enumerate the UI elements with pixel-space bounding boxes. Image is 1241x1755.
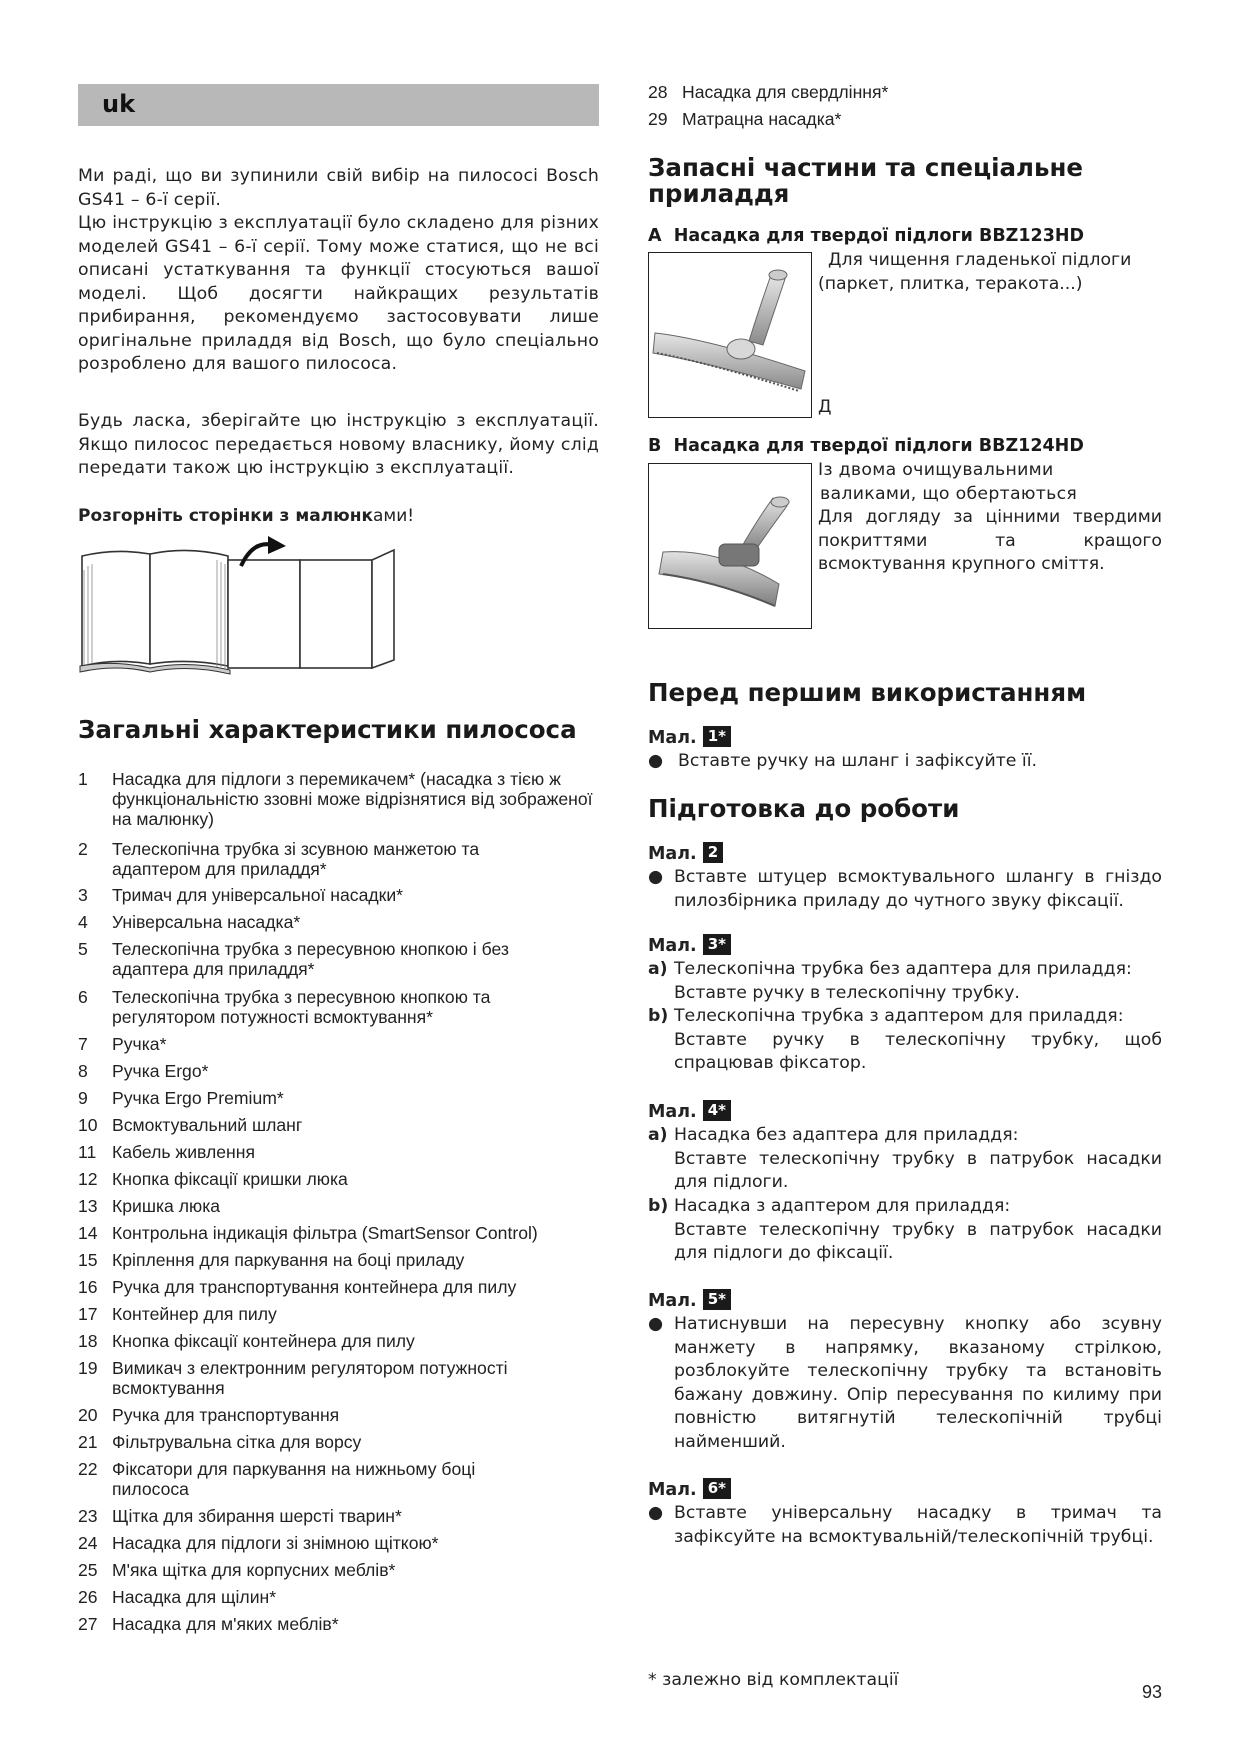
bullet-icon: ● (648, 751, 664, 771)
intro-paragraph-2: Цю інструкцію з експлуатації було складено для різних моделей GS41 – 6-ї серії. Тому може статися, що не всі описані устаткування та функції стосуються вашої моделі. Щоб досягти найкращих результатів прибирання, рекомендуємо застосовувати лише оригінальне приладдя від Bosch, що було спеціально розроблено для вашого пилососа. (78, 213, 599, 374)
spare-b-line2: валиками, що обертаються (820, 484, 1078, 504)
step-label: a) (648, 1125, 668, 1145)
item-number: 18 (78, 1331, 98, 1351)
item-number: 24 (78, 1533, 98, 1553)
fig-label: Мал. (648, 728, 697, 748)
item-number: 8 (78, 1061, 88, 1081)
footnote: * залежно від комплектації (648, 1670, 899, 1690)
figure-ref-3 (648, 934, 731, 956)
item-number: 15 (78, 1250, 98, 1270)
before-title: Перед першим використанням (648, 678, 1087, 707)
step-text: Вставте ручку в телескопічну трубку. (674, 982, 1020, 1003)
fig-badge: 3* (703, 934, 731, 955)
step-text: Вставте телескопічну трубку в патрубок насадки для підлоги. (674, 1148, 1162, 1192)
item-text: Фільтрувальна сітка для ворсу (112, 1432, 362, 1452)
step-label: b) (648, 1196, 669, 1216)
spare-a-letter: Д (818, 397, 832, 417)
item-number: 27 (78, 1614, 98, 1634)
item-text: Фіксатори для паркування на нижньому боці пилососа (112, 1459, 476, 1499)
item-text: Насадка для м'яких меблів* (112, 1614, 339, 1634)
fig-label: Мал. (648, 1102, 697, 1122)
item-text: Телескопічна трубка з пересувною кнопкою та регулятором потужності всмоктування* (112, 987, 491, 1027)
item-number: 7 (78, 1034, 88, 1054)
item-text: Насадка для свердління* (682, 82, 889, 102)
spare-a-description: Для чищення гладенької підлоги (паркет, плитка, теракота...) (818, 250, 1132, 294)
item-text: Кришка люка (112, 1196, 221, 1216)
spare-b-description: Для догляду за цінними твердими покриттями та кращого всмоктування крупного сміття. (818, 507, 1162, 574)
item-number: 23 (78, 1506, 98, 1526)
item-text: Ручка для транспортування контейнера для пилу (112, 1277, 517, 1297)
item-text: Насадка для щілин* (112, 1587, 277, 1607)
item-number: 26 (78, 1587, 98, 1607)
nozzle-bbz124hd-drawing (649, 464, 811, 628)
item-text: Ручка Ergo* (112, 1061, 209, 1081)
fig-badge: 2 (703, 842, 723, 863)
item-number: 5 (78, 939, 88, 959)
fig-badge: 4* (703, 1100, 731, 1121)
step-title: Телескопічна трубка без адаптера для приладдя: (674, 959, 1132, 979)
item-text: Контрольна індикація фільтра (SmartSensor Control) (112, 1223, 538, 1243)
fig-label: Мал. (648, 1480, 697, 1500)
page-number: 93 (1142, 1682, 1163, 1702)
item-number: 13 (78, 1196, 98, 1216)
item-number: 21 (78, 1432, 98, 1452)
item-text: М'яка щітка для корпусних меблів* (112, 1560, 396, 1580)
step-text: Натиснувши на пересувну кнопку або зсувну манжету в напрямку, вказаному стрілкою, розблокуйте телескопічну трубку та встановіть бажану довжину. Опір пересування по килиму при повністю витягнутій телескопічній трубці найменший. (674, 1314, 1162, 1452)
item-text: Всмоктувальний шланг (112, 1115, 303, 1135)
step-text: Вставте штуцер всмоктувального шлангу в гніздо пилозбірника приладу до чутного звуку фіксації. (674, 867, 1162, 911)
intro-paragraph-1: Ми раді, що ви зупинили свій вибір на пилососі Bosch GS41 – 6-ї серії. (78, 166, 599, 210)
item-number: 1 (78, 769, 88, 789)
figure-ref-2 (648, 842, 723, 864)
fig-label: Мал. (648, 936, 697, 956)
nozzle-bbz123hd-image (648, 252, 812, 418)
step-text: Вставте ручку в телескопічну трубку, щоб спрацював фіксатор. (674, 1029, 1162, 1073)
general-list (78, 0, 638, 1755)
step-text: Вставте ручку на шланг і зафіксуйте її. (678, 751, 1037, 771)
nozzle-bbz124hd-image (648, 463, 812, 629)
nozzle-bbz123hd-drawing (649, 253, 811, 417)
item-number: 19 (78, 1358, 98, 1378)
item-number: 25 (78, 1560, 98, 1580)
item-number: 12 (78, 1169, 98, 1189)
general-list-continued (648, 0, 1188, 140)
item-text: Насадка для підлоги з перемикачем* (насадка з тією ж функціональністю ззовні може відрізнятися від зображеної на малюнку) (112, 769, 593, 829)
item-text: Насадка для підлоги зі знімною щіткою* (112, 1533, 439, 1553)
item-text: Універсальна насадка* (112, 912, 301, 932)
item-text: Кріплення для паркування на боці приладу (112, 1250, 465, 1270)
bullet-icon: ● (648, 1503, 664, 1523)
step-label: a) (648, 959, 668, 979)
spare-a-title (648, 226, 1084, 246)
item-text: Тримач для універсальної насадки* (112, 885, 404, 905)
figure-ref-4 (648, 1100, 731, 1122)
spare-title: Запасні частини та спеціальне приладдя (648, 153, 1084, 208)
figure-ref-1 (648, 726, 731, 748)
spare-b-name: Насадка для твердої підлоги BBZ124HD (673, 436, 1084, 456)
item-text: Щітка для збирання шерсті тварин* (112, 1506, 402, 1526)
language-code: uk (102, 90, 136, 118)
item-text: Телескопічна трубка з пересувною кнопкою і без адаптера для приладдя* (112, 939, 509, 979)
item-number: 16 (78, 1277, 98, 1297)
item-number: 14 (78, 1223, 98, 1243)
item-text: Ручка Ergo Premium* (112, 1088, 284, 1108)
item-text: Контейнер для пилу (112, 1304, 277, 1324)
item-number: 2 (78, 839, 88, 859)
item-number: 20 (78, 1405, 98, 1425)
item-number: 17 (78, 1304, 98, 1324)
spare-b-line1: Із двома очищувальними (818, 460, 1054, 480)
bullet-icon: ● (648, 1314, 664, 1334)
prep-title: Підготовка до роботи (648, 794, 960, 823)
item-text: Кабель живлення (112, 1142, 255, 1162)
unfold-note-rest: ами! (373, 506, 415, 526)
spare-b-title (648, 436, 1084, 456)
item-text: Вимикач з електронним регулятором потужності всмоктування (112, 1358, 508, 1398)
item-text: Ручка для транспортування (112, 1405, 340, 1425)
fig-badge: 6* (703, 1478, 731, 1499)
item-text: Матрацна насадка* (682, 109, 842, 129)
item-number: 4 (78, 912, 88, 932)
step-label: b) (648, 1006, 669, 1026)
general-title: Загальні характеристики пилососа (78, 715, 577, 744)
unfold-note-bold: Розгорніть сторінки з малюнк (78, 506, 373, 526)
spare-b-label: B (648, 436, 662, 456)
intro-paragraph-3: Будь ласка, зберігайте цю інструкцію з експлуатації. Якщо пилосос передається новому власнику, йому слід передати також цю інструкцію з експлуатації. (78, 411, 599, 478)
item-text: Кнопка фіксації кришки люка (112, 1169, 348, 1189)
item-number: 28 (648, 82, 668, 102)
spare-a-label: A (648, 226, 662, 246)
item-text: Ручка* (112, 1034, 167, 1054)
item-number: 9 (78, 1088, 88, 1108)
item-number: 22 (78, 1459, 98, 1479)
step-text: Вставте телескопічну трубку в патрубок насадки для підлоги до фіксації. (674, 1219, 1162, 1263)
step-title: Насадка без адаптера для приладдя: (674, 1125, 1019, 1145)
fig-label: Мал. (648, 844, 697, 864)
step-title: Телескопічна трубка з адаптером для приладдя: (674, 1006, 1124, 1026)
item-number: 10 (78, 1115, 98, 1135)
item-text: Телескопічна трубка зі зсувною манжетою та адаптером для приладдя* (112, 839, 480, 879)
fig-badge: 1* (703, 726, 731, 747)
item-number: 3 (78, 885, 88, 905)
step-title: Насадка з адаптером для приладдя: (674, 1196, 1011, 1216)
spare-a-name: Насадка для твердої підлоги BBZ123HD (673, 226, 1085, 246)
fig-badge: 5* (703, 1289, 731, 1310)
fig-label: Мал. (648, 1291, 697, 1311)
item-number: 11 (78, 1142, 97, 1162)
bullet-icon: ● (648, 867, 664, 887)
step-text: Вставте універсальну насадку в тримач та зафіксуйте на всмоктувальній/телескопічній трубці. (674, 1503, 1162, 1547)
item-text: Кнопка фіксації контейнера для пилу (112, 1331, 415, 1351)
figure-ref-5 (648, 1289, 731, 1311)
item-number: 29 (648, 109, 668, 129)
figure-ref-6 (648, 1478, 731, 1500)
item-number: 6 (78, 987, 88, 1007)
